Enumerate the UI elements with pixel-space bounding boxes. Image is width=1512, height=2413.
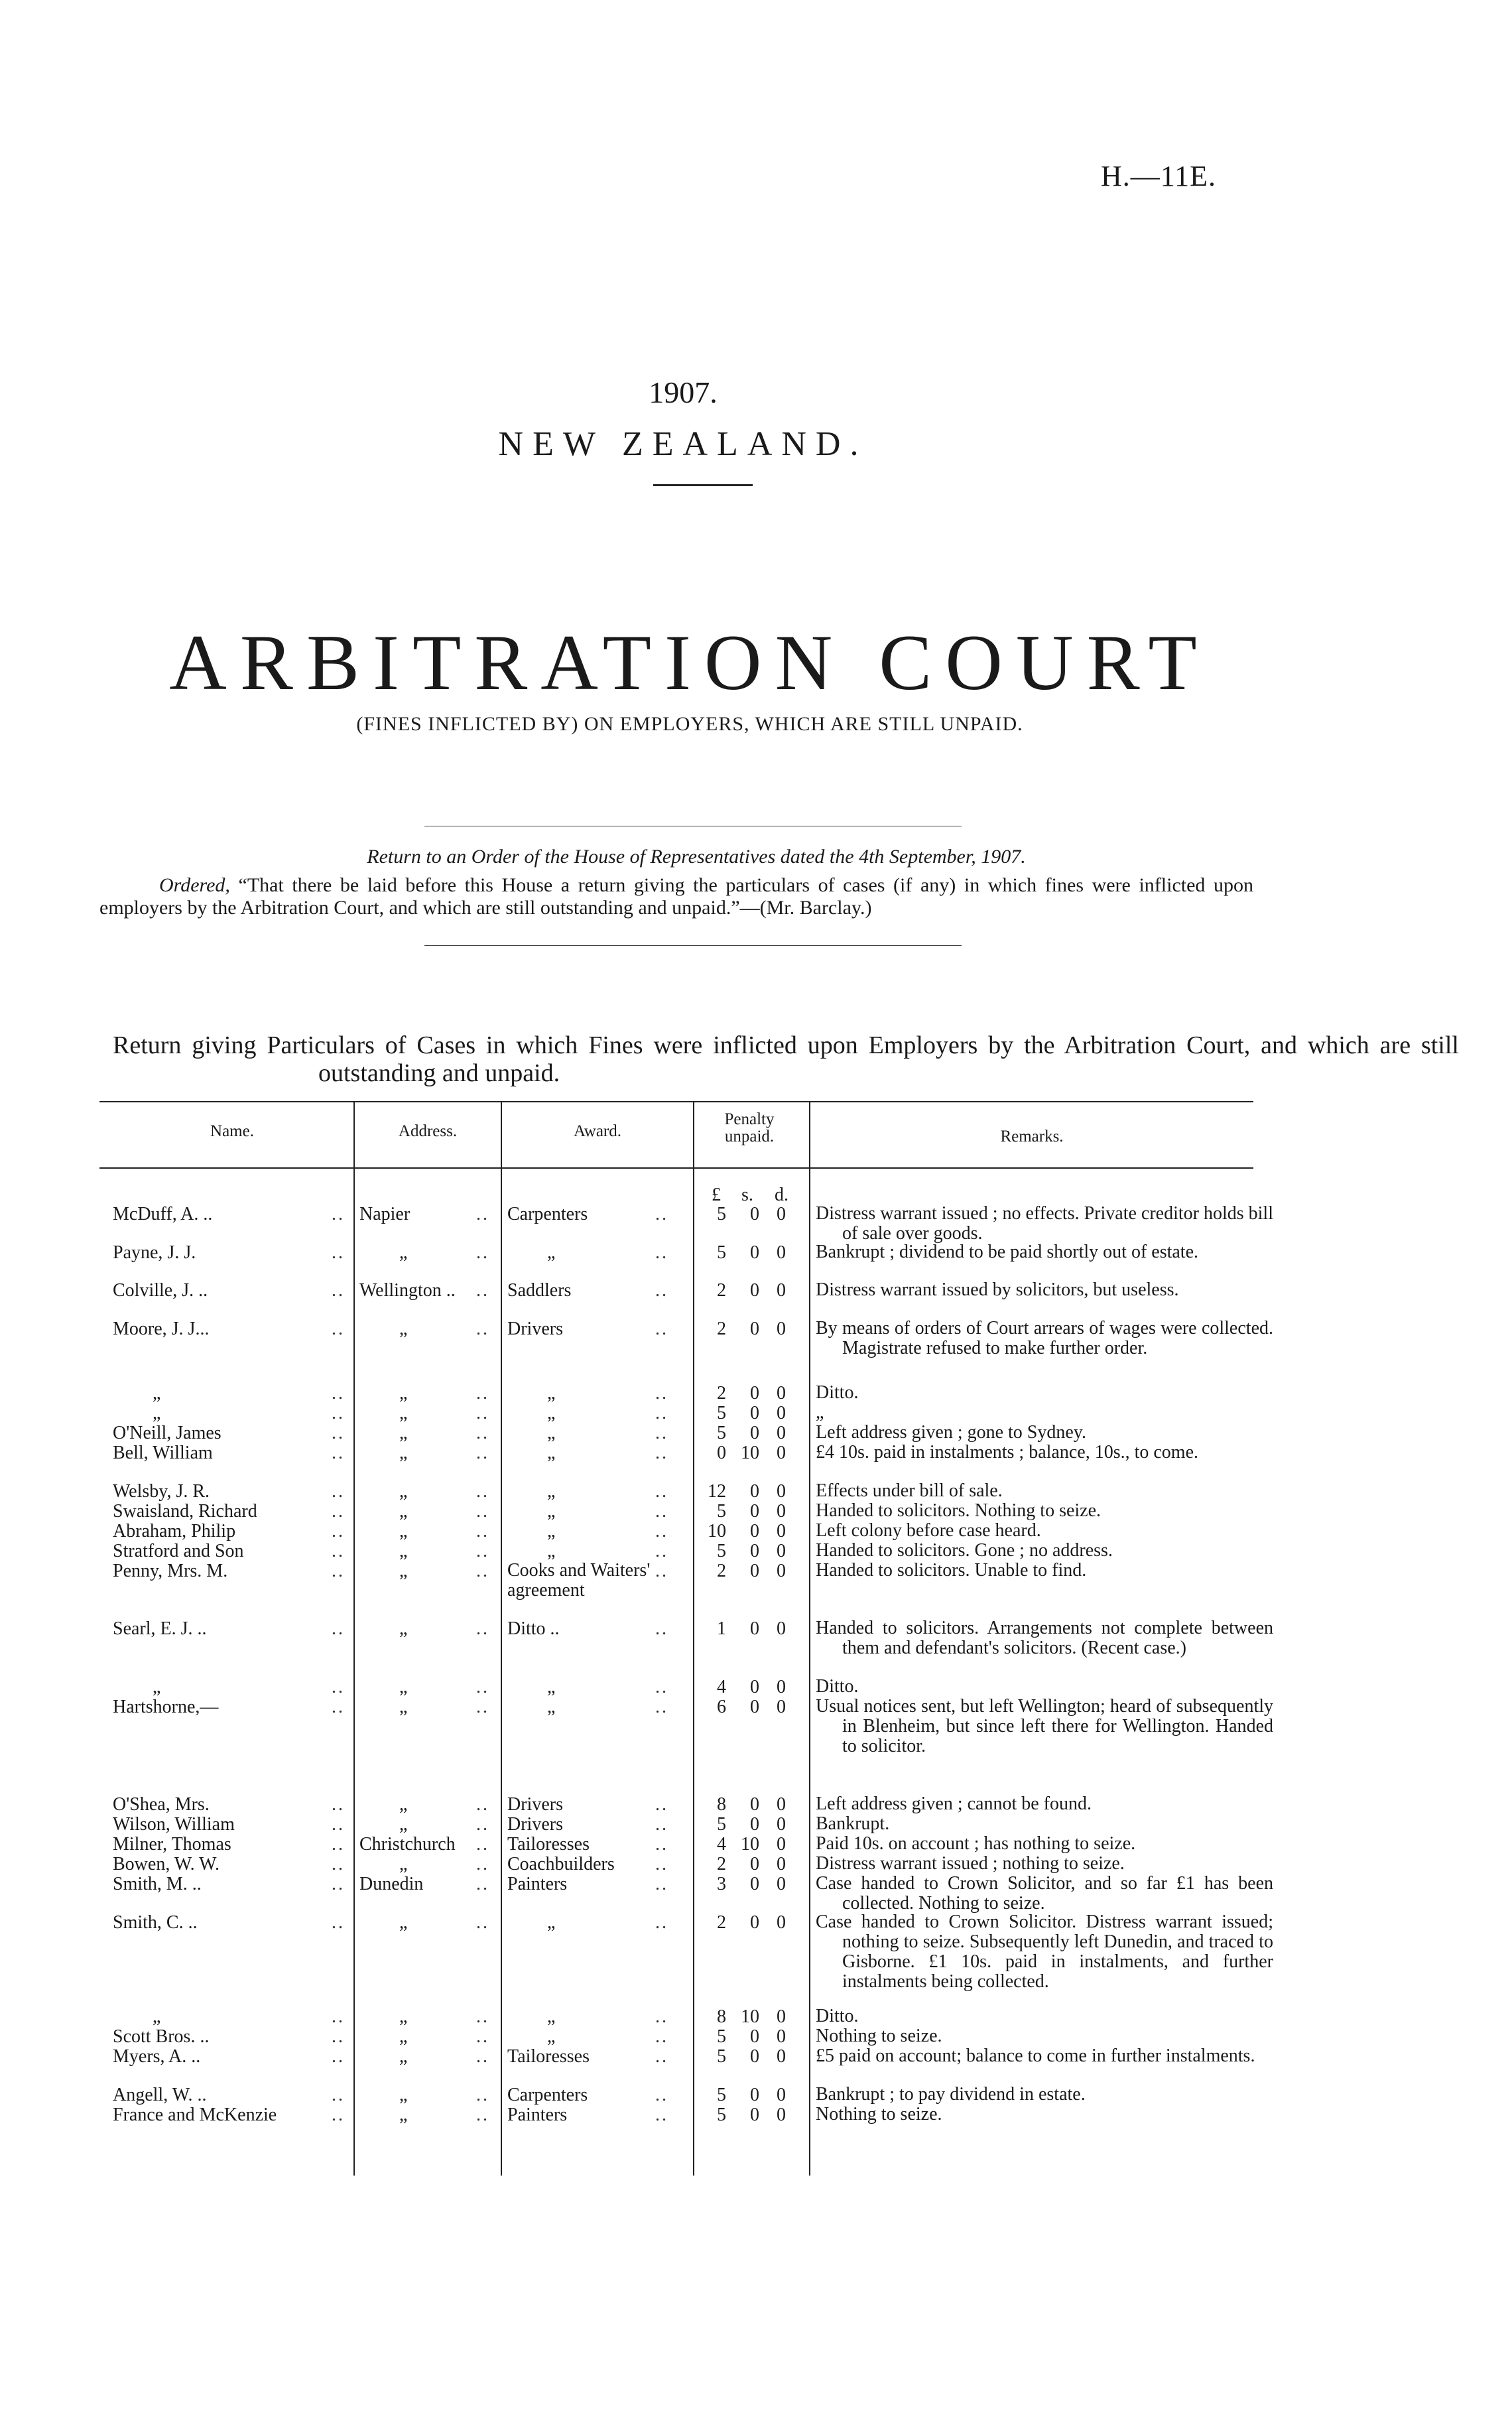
cell-pounds: 5 bbox=[717, 1403, 726, 1423]
cell-award: Drivers bbox=[507, 1814, 563, 1835]
leader-dots: .. bbox=[655, 1481, 668, 1502]
cell-pence: 0 bbox=[777, 1677, 786, 1697]
cell-pence: 0 bbox=[777, 1561, 786, 1581]
cell-remarks: Usual notices sent, but left Wellington; heard of subsequently in Blenheim, but since left there for Wellington. Handed to solicitor. bbox=[816, 1696, 1273, 1756]
cell-award: „ bbox=[547, 1423, 556, 1443]
cell-name: Bell, William bbox=[113, 1443, 213, 1463]
leader-dots: .. bbox=[476, 1912, 489, 1933]
cell-address: „ bbox=[399, 2105, 408, 2125]
leader-dots: .. bbox=[332, 1912, 345, 1933]
leader-dots: .. bbox=[476, 1677, 489, 1697]
cell-pence: 0 bbox=[777, 1794, 786, 1815]
cell-pounds: 4 bbox=[717, 1677, 726, 1697]
cell-remarks: Handed to solicitors. Arrangements not complete between them and defendant's solicitors. (Recent case.) bbox=[816, 1618, 1273, 1658]
leader-dots: .. bbox=[332, 2046, 345, 2067]
cell-award: „ bbox=[547, 1242, 556, 1263]
leader-dots: .. bbox=[332, 1242, 345, 1263]
leader-dots: .. bbox=[655, 1242, 668, 1263]
cell-award: „ bbox=[547, 1541, 556, 1561]
cell-shillings: 0 bbox=[750, 1280, 759, 1301]
leader-dots: .. bbox=[332, 1834, 345, 1855]
cell-address: „ bbox=[399, 1794, 408, 1815]
cell-remarks: Ditto. bbox=[816, 1382, 859, 1403]
leader-dots: .. bbox=[476, 1204, 489, 1224]
leader-dots: .. bbox=[476, 1280, 489, 1301]
header-address: Address. bbox=[398, 1122, 458, 1140]
divider bbox=[424, 945, 962, 946]
cell-pence: 0 bbox=[777, 1443, 786, 1463]
cell-name: Payne, J. J. bbox=[113, 1242, 196, 1263]
cell-address: „ bbox=[399, 2026, 408, 2047]
cell-remarks: Effects under bill of sale. bbox=[816, 1480, 1003, 1501]
cell-pence: 0 bbox=[777, 2026, 786, 2047]
cell-award: Tailoresses bbox=[507, 1834, 590, 1855]
leader-dots: .. bbox=[476, 2026, 489, 2047]
cell-remarks: Handed to solicitors. Gone ; no address. bbox=[816, 1540, 1113, 1561]
cell-shillings: 0 bbox=[750, 1677, 759, 1697]
cell-award: „ bbox=[547, 1912, 556, 1933]
cell-address: „ bbox=[399, 1814, 408, 1835]
cell-pence: 0 bbox=[777, 1912, 786, 1933]
cell-shillings: 0 bbox=[750, 1521, 759, 1541]
cell-pence: 0 bbox=[777, 1834, 786, 1855]
cell-shillings: 0 bbox=[750, 1383, 759, 1403]
cell-name: „ bbox=[153, 2006, 161, 2027]
cell-name: Milner, Thomas bbox=[113, 1834, 231, 1855]
cell-pounds: 8 bbox=[717, 2006, 726, 2027]
leader-dots: .. bbox=[476, 1854, 489, 1874]
leader-dots: .. bbox=[332, 1481, 345, 1502]
cell-shillings: 0 bbox=[750, 1501, 759, 1522]
cell-pounds: 5 bbox=[717, 2085, 726, 2105]
cell-shillings: 0 bbox=[750, 2085, 759, 2105]
cell-shillings: 0 bbox=[750, 2105, 759, 2125]
leader-dots: .. bbox=[476, 1541, 489, 1561]
cell-remarks: Ditto. bbox=[816, 2006, 859, 2026]
leader-dots: .. bbox=[476, 1403, 489, 1423]
leader-dots: .. bbox=[332, 1874, 345, 1894]
cell-shillings: 0 bbox=[750, 1794, 759, 1815]
cell-shillings: 10 bbox=[741, 2006, 759, 2027]
currency-shillings: s. bbox=[741, 1185, 753, 1205]
document-title: ARBITRATION COURT bbox=[169, 618, 1210, 706]
document-subtitle: (FINES INFLICTED BY) ON EMPLOYERS, WHICH ARE STILL UNPAID. bbox=[356, 713, 1023, 735]
leader-dots: .. bbox=[655, 1854, 668, 1874]
leader-dots: .. bbox=[332, 2105, 345, 2125]
cell-award: Carpenters bbox=[507, 1204, 588, 1224]
page-reference: H.—11E. bbox=[1101, 160, 1217, 192]
cell-remarks: Ditto. bbox=[816, 1676, 859, 1697]
leader-dots: .. bbox=[332, 1618, 345, 1639]
cell-shillings: 0 bbox=[750, 1403, 759, 1423]
cell-shillings: 0 bbox=[750, 1242, 759, 1263]
cell-pounds: 5 bbox=[717, 1242, 726, 1263]
leader-dots: .. bbox=[655, 1383, 668, 1403]
header-name: Name. bbox=[210, 1122, 254, 1140]
header-award: Award. bbox=[574, 1122, 621, 1140]
cell-name: Hartshorne,— bbox=[113, 1697, 219, 1717]
leader-dots: .. bbox=[655, 1794, 668, 1815]
cell-name: Swaisland, Richard bbox=[113, 1501, 257, 1522]
leader-dots: .. bbox=[332, 1403, 345, 1423]
cell-award: Cooks and Waiters' agreement bbox=[507, 1561, 651, 1600]
cell-address: „ bbox=[399, 1423, 408, 1443]
cell-pence: 0 bbox=[777, 2006, 786, 2027]
order-body: “That there be laid before this House a return giving the particulars of cases (if any) in which fines were inflicted upon employers by the Arbitration Court, and which are still outstanding and unpaid.”—(Mr. Barclay.) bbox=[99, 874, 1254, 919]
currency-pence: d. bbox=[775, 1185, 788, 1205]
cell-pence: 0 bbox=[777, 1697, 786, 1717]
cell-pounds: 1 bbox=[717, 1618, 726, 1639]
cell-shillings: 0 bbox=[750, 1423, 759, 1443]
cell-address: „ bbox=[399, 1677, 408, 1697]
cell-remarks: Left colony before case heard. bbox=[816, 1520, 1041, 1541]
cell-award: Painters bbox=[507, 2105, 568, 2125]
leader-dots: .. bbox=[332, 1319, 345, 1339]
cell-remarks: Handed to solicitors. Unable to find. bbox=[816, 1560, 1087, 1581]
cell-remarks: Case handed to Crown Solicitor. Distress warrant issued; nothing to seize. Subsequently left Dunedin, and traced to Gisborne. £1 10s. paid in instalments, and further instalments being collected. bbox=[816, 1912, 1273, 1992]
cell-pounds: 2 bbox=[717, 1854, 726, 1874]
country: NEW ZEALAND. bbox=[498, 425, 868, 463]
cell-award: „ bbox=[547, 2026, 556, 2047]
cell-name: Bowen, W. W. bbox=[113, 1854, 220, 1874]
cell-award: „ bbox=[547, 1403, 556, 1423]
cell-remarks: „ bbox=[816, 1402, 824, 1423]
cell-remarks: Nothing to seize. bbox=[816, 2026, 942, 2046]
cell-award: „ bbox=[547, 1697, 556, 1717]
cell-pence: 0 bbox=[777, 1280, 786, 1301]
order-lead: Ordered, bbox=[159, 874, 230, 896]
cell-pence: 0 bbox=[777, 2085, 786, 2105]
cell-award: Ditto .. bbox=[507, 1618, 560, 1639]
leader-dots: .. bbox=[476, 1697, 489, 1717]
cell-address: Napier bbox=[359, 1204, 410, 1224]
leader-dots: .. bbox=[476, 2046, 489, 2067]
leader-dots: .. bbox=[332, 1814, 345, 1835]
cell-remarks: Case handed to Crown Solicitor, and so far £1 has been collected. Nothing to seize. bbox=[816, 1873, 1273, 1914]
order-text bbox=[99, 874, 1253, 919]
leader-dots: .. bbox=[476, 1834, 489, 1855]
leader-dots: .. bbox=[655, 1403, 668, 1423]
cell-name: „ bbox=[153, 1383, 161, 1403]
leader-dots: .. bbox=[476, 1501, 489, 1522]
leader-dots: .. bbox=[476, 1874, 489, 1894]
cell-address: „ bbox=[399, 1912, 408, 1933]
cell-name: Smith, C. .. bbox=[113, 1912, 198, 1933]
return-heading: Return giving Particulars of Cases in which Fines were inflicted upon Employers by the Arbitration Court, and which are still outstanding and unpaid. bbox=[113, 1031, 1459, 1087]
leader-dots: .. bbox=[655, 1423, 668, 1443]
cell-pounds: 5 bbox=[717, 1541, 726, 1561]
cell-name: O'Shea, Mrs. bbox=[113, 1794, 210, 1815]
cell-address: „ bbox=[399, 1501, 408, 1522]
cell-pounds: 0 bbox=[717, 1443, 726, 1463]
cell-name: „ bbox=[153, 1403, 161, 1423]
cell-name: Welsby, J. R. bbox=[113, 1481, 210, 1502]
cell-name: Abraham, Philip bbox=[113, 1521, 236, 1541]
leader-dots: .. bbox=[332, 1443, 345, 1463]
cell-shillings: 0 bbox=[750, 1204, 759, 1224]
cell-shillings: 0 bbox=[750, 1541, 759, 1561]
cell-pence: 0 bbox=[777, 2046, 786, 2067]
leader-dots: .. bbox=[332, 1501, 345, 1522]
cell-pence: 0 bbox=[777, 1403, 786, 1423]
cell-shillings: 0 bbox=[750, 1912, 759, 1933]
cell-remarks: £5 paid on account; balance to come in further instalments. bbox=[816, 2046, 1255, 2066]
cell-pence: 0 bbox=[777, 1204, 786, 1224]
leader-dots: .. bbox=[332, 2085, 345, 2105]
cell-pounds: 4 bbox=[717, 1834, 726, 1855]
cell-pounds: 2 bbox=[717, 1912, 726, 1933]
order-intro: Return to an Order of the House of Representatives dated the 4th September, 1907. bbox=[367, 846, 1026, 868]
cell-pounds: 5 bbox=[717, 2026, 726, 2047]
cell-pence: 0 bbox=[777, 1854, 786, 1874]
cell-name: Penny, Mrs. M. bbox=[113, 1561, 228, 1581]
cell-address: „ bbox=[399, 1319, 408, 1339]
cell-name: Myers, A. .. bbox=[113, 2046, 201, 2067]
cell-shillings: 0 bbox=[750, 1618, 759, 1639]
cell-award: „ bbox=[547, 1521, 556, 1541]
leader-dots: .. bbox=[655, 1814, 668, 1835]
leader-dots: .. bbox=[655, 1561, 668, 1581]
cell-pence: 0 bbox=[777, 1874, 786, 1894]
cell-name: Searl, E. J. .. bbox=[113, 1618, 207, 1639]
leader-dots: .. bbox=[476, 1319, 489, 1339]
cell-pounds: 5 bbox=[717, 2105, 726, 2125]
cell-address: „ bbox=[399, 2006, 408, 2027]
cell-shillings: 0 bbox=[750, 1854, 759, 1874]
cell-shillings: 0 bbox=[750, 1481, 759, 1502]
leader-dots: .. bbox=[655, 1618, 668, 1639]
cell-shillings: 10 bbox=[741, 1834, 759, 1855]
leader-dots: .. bbox=[476, 1481, 489, 1502]
table-header-rule bbox=[99, 1167, 1253, 1169]
leader-dots: .. bbox=[332, 1854, 345, 1874]
divider bbox=[653, 484, 753, 486]
cell-award: Coachbuilders bbox=[507, 1854, 615, 1874]
cell-remarks: Bankrupt. bbox=[816, 1813, 890, 1834]
cell-address: Dunedin bbox=[359, 1874, 424, 1894]
cell-address: „ bbox=[399, 1521, 408, 1541]
leader-dots: .. bbox=[332, 2006, 345, 2027]
cell-remarks: Bankrupt ; dividend to be paid shortly out of estate. bbox=[816, 1242, 1199, 1262]
cell-name: Scott Bros. .. bbox=[113, 2026, 210, 2047]
cell-shillings: 0 bbox=[750, 1561, 759, 1581]
leader-dots: .. bbox=[655, 2085, 668, 2105]
cell-shillings: 0 bbox=[750, 1814, 759, 1835]
leader-dots: .. bbox=[655, 1501, 668, 1522]
leader-dots: .. bbox=[655, 1912, 668, 1933]
cell-pounds: 5 bbox=[717, 1204, 726, 1224]
cell-name: O'Neill, James bbox=[113, 1423, 221, 1443]
cell-pounds: 5 bbox=[717, 1814, 726, 1835]
cell-name: „ bbox=[153, 1677, 161, 1697]
cell-name: Wilson, William bbox=[113, 1814, 235, 1835]
cell-pounds: 2 bbox=[717, 1383, 726, 1403]
cell-shillings: 0 bbox=[750, 1319, 759, 1339]
cell-pounds: 3 bbox=[717, 1874, 726, 1894]
cell-pence: 0 bbox=[777, 1242, 786, 1263]
column-rule bbox=[809, 1101, 810, 2176]
cell-pence: 0 bbox=[777, 1319, 786, 1339]
cell-name: Smith, M. .. bbox=[113, 1874, 202, 1894]
cell-address: „ bbox=[399, 1854, 408, 1874]
leader-dots: .. bbox=[332, 1677, 345, 1697]
cell-shillings: 0 bbox=[750, 1697, 759, 1717]
cell-pounds: 12 bbox=[708, 1481, 726, 1502]
cell-award: Saddlers bbox=[507, 1280, 572, 1301]
leader-dots: .. bbox=[655, 1541, 668, 1561]
cell-address: „ bbox=[399, 1561, 408, 1581]
header-penalty: Penalty unpaid. bbox=[724, 1110, 775, 1145]
cell-award: „ bbox=[547, 1383, 556, 1403]
cell-pence: 0 bbox=[777, 1481, 786, 1502]
leader-dots: .. bbox=[332, 1541, 345, 1561]
leader-dots: .. bbox=[476, 2085, 489, 2105]
leader-dots: .. bbox=[655, 1697, 668, 1717]
cell-remarks: Handed to solicitors. Nothing to seize. bbox=[816, 1500, 1102, 1521]
year: 1907. bbox=[649, 375, 718, 409]
cell-remarks: £4 10s. paid in instalments ; balance, 10s., to come. bbox=[816, 1442, 1199, 1463]
leader-dots: .. bbox=[476, 1443, 489, 1463]
cell-address: „ bbox=[399, 1443, 408, 1463]
cell-name: Angell, W. .. bbox=[113, 2085, 207, 2105]
cell-address: „ bbox=[399, 1403, 408, 1423]
cell-pounds: 6 bbox=[717, 1697, 726, 1717]
leader-dots: .. bbox=[655, 1521, 668, 1541]
leader-dots: .. bbox=[476, 1618, 489, 1639]
cell-address: „ bbox=[399, 1697, 408, 1717]
cell-pounds: 5 bbox=[717, 2046, 726, 2067]
cell-pence: 0 bbox=[777, 1541, 786, 1561]
cell-name: Stratford and Son bbox=[113, 1541, 244, 1561]
leader-dots: .. bbox=[476, 1521, 489, 1541]
cell-pence: 0 bbox=[777, 1383, 786, 1403]
leader-dots: .. bbox=[655, 2046, 668, 2067]
leader-dots: .. bbox=[476, 1383, 489, 1403]
leader-dots: .. bbox=[655, 1677, 668, 1697]
table-top-rule bbox=[99, 1101, 1253, 1102]
leader-dots: .. bbox=[332, 1561, 345, 1581]
cell-address: Wellington .. bbox=[359, 1280, 456, 1301]
leader-dots: .. bbox=[655, 2026, 668, 2047]
cell-pounds: 10 bbox=[708, 1521, 726, 1541]
cell-address: „ bbox=[399, 1481, 408, 1502]
cell-pence: 0 bbox=[777, 1618, 786, 1639]
cell-address: Christchurch bbox=[359, 1834, 456, 1855]
cell-address: „ bbox=[399, 1541, 408, 1561]
cell-remarks: By means of orders of Court arrears of wages were collected. Magistrate refused to make further order. bbox=[816, 1318, 1273, 1358]
cell-award: „ bbox=[547, 1481, 556, 1502]
cell-address: „ bbox=[399, 2085, 408, 2105]
leader-dots: .. bbox=[332, 1280, 345, 1301]
cell-remarks: Paid 10s. on account ; has nothing to seize. bbox=[816, 1833, 1136, 1854]
leader-dots: .. bbox=[476, 1814, 489, 1835]
cell-pence: 0 bbox=[777, 1423, 786, 1443]
cell-remarks: Left address given ; cannot be found. bbox=[816, 1793, 1092, 1814]
leader-dots: .. bbox=[332, 1383, 345, 1403]
cell-address: „ bbox=[399, 1383, 408, 1403]
leader-dots: .. bbox=[476, 1423, 489, 1443]
cell-award: „ bbox=[547, 1501, 556, 1522]
leader-dots: .. bbox=[476, 1561, 489, 1581]
cell-award: „ bbox=[547, 1443, 556, 1463]
cell-remarks: Distress warrant issued ; nothing to seize. bbox=[816, 1853, 1125, 1874]
cell-name: France and McKenzie bbox=[113, 2105, 277, 2125]
cell-name: Colville, J. .. bbox=[113, 1280, 208, 1301]
leader-dots: .. bbox=[332, 1794, 345, 1815]
cell-shillings: 0 bbox=[750, 2026, 759, 2047]
cell-pence: 0 bbox=[777, 1814, 786, 1835]
leader-dots: .. bbox=[476, 1794, 489, 1815]
cell-remarks: Nothing to seize. bbox=[816, 2104, 942, 2124]
cell-pounds: 5 bbox=[717, 1501, 726, 1522]
leader-dots: .. bbox=[476, 2105, 489, 2125]
leader-dots: .. bbox=[332, 1697, 345, 1717]
cell-address: „ bbox=[399, 1242, 408, 1263]
cell-pounds: 5 bbox=[717, 1423, 726, 1443]
cell-remarks: Bankrupt ; to pay dividend in estate. bbox=[816, 2084, 1086, 2105]
leader-dots: .. bbox=[332, 1521, 345, 1541]
cell-pounds: 2 bbox=[717, 1319, 726, 1339]
cell-pence: 0 bbox=[777, 2105, 786, 2125]
cell-remarks: Left address given ; gone to Sydney. bbox=[816, 1422, 1086, 1443]
cell-award: Painters bbox=[507, 1874, 568, 1894]
leader-dots: .. bbox=[476, 2006, 489, 2027]
leader-dots: .. bbox=[476, 1242, 489, 1263]
cell-pence: 0 bbox=[777, 1521, 786, 1541]
cell-shillings: 10 bbox=[741, 1443, 759, 1463]
cell-remarks: Distress warrant issued by solicitors, but useless. bbox=[816, 1279, 1179, 1300]
header-remarks: Remarks. bbox=[1000, 1128, 1064, 1145]
leader-dots: .. bbox=[655, 2105, 668, 2125]
cell-address: „ bbox=[399, 1618, 408, 1639]
cell-name: Moore, J. J... bbox=[113, 1319, 210, 1339]
cell-pounds: 8 bbox=[717, 1794, 726, 1815]
cell-award: „ bbox=[547, 2006, 556, 2027]
cell-pence: 0 bbox=[777, 1501, 786, 1522]
cell-award: „ bbox=[547, 1677, 556, 1697]
cell-name: McDuff, A. .. bbox=[113, 1204, 213, 1224]
cell-award: Tailoresses bbox=[507, 2046, 590, 2067]
leader-dots: .. bbox=[655, 2006, 668, 2027]
leader-dots: .. bbox=[655, 1834, 668, 1855]
leader-dots: .. bbox=[332, 1204, 345, 1224]
cell-shillings: 0 bbox=[750, 2046, 759, 2067]
cell-award: Carpenters bbox=[507, 2085, 588, 2105]
leader-dots: .. bbox=[655, 1319, 668, 1339]
leader-dots: .. bbox=[332, 1423, 345, 1443]
leader-dots: .. bbox=[655, 1443, 668, 1463]
cell-award: Drivers bbox=[507, 1794, 563, 1815]
leader-dots: .. bbox=[332, 2026, 345, 2047]
leader-dots: .. bbox=[655, 1874, 668, 1894]
currency-pounds: £ bbox=[712, 1185, 721, 1205]
cell-pounds: 2 bbox=[717, 1561, 726, 1581]
leader-dots: .. bbox=[655, 1204, 668, 1224]
leader-dots: .. bbox=[655, 1280, 668, 1301]
cell-pounds: 2 bbox=[717, 1280, 726, 1301]
cell-address: „ bbox=[399, 2046, 408, 2067]
cell-remarks: Distress warrant issued ; no effects. Private creditor holds bill of sale over goods. bbox=[816, 1203, 1273, 1244]
cell-shillings: 0 bbox=[750, 1874, 759, 1894]
cell-award: Drivers bbox=[507, 1319, 563, 1339]
